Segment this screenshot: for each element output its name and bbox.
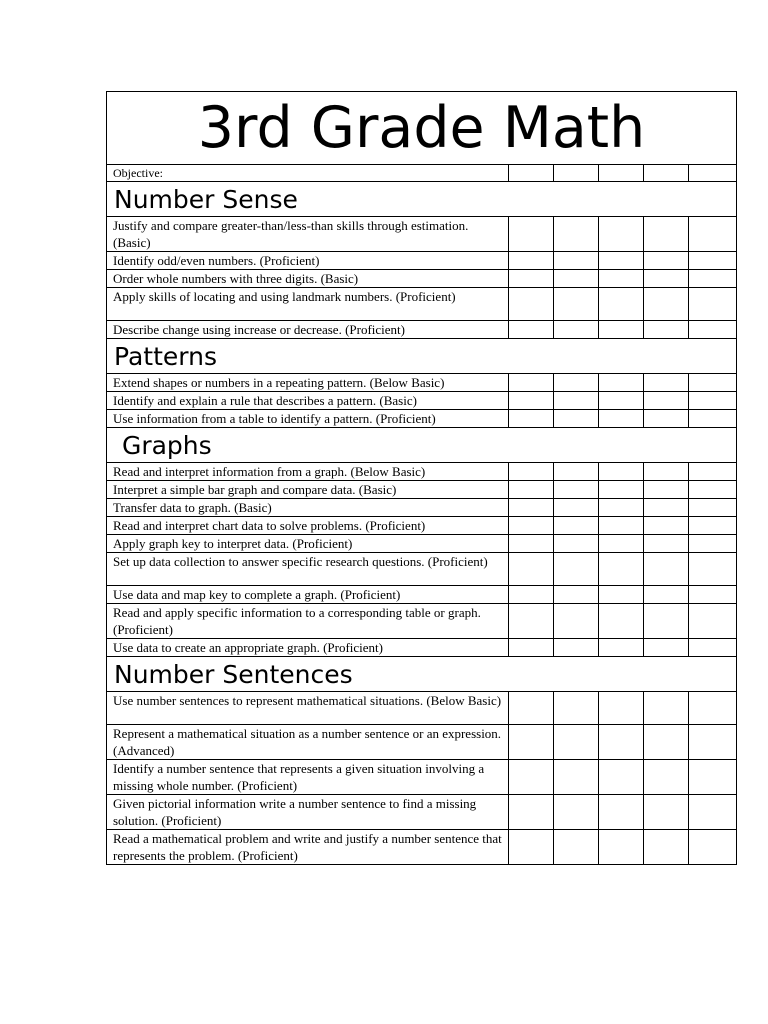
- check-cell[interactable]: [599, 795, 644, 830]
- check-cell[interactable]: [689, 252, 737, 270]
- check-cell[interactable]: [644, 499, 689, 517]
- check-cell[interactable]: [599, 165, 644, 182]
- objective-text: Read and interpret chart data to solve problems. (Proficient): [107, 517, 509, 535]
- objective-text: Interpret a simple bar graph and compare data. (Basic): [107, 481, 509, 499]
- objective-row: [107, 270, 737, 288]
- check-cell[interactable]: [509, 410, 554, 428]
- objective-row: [107, 392, 737, 410]
- check-cell[interactable]: [644, 288, 689, 321]
- objective-row: [107, 374, 737, 392]
- check-cell[interactable]: [599, 217, 644, 252]
- section-row: [107, 428, 737, 463]
- check-cell[interactable]: [554, 321, 599, 339]
- check-cell[interactable]: [554, 692, 599, 725]
- objective-row: [107, 499, 737, 517]
- check-cell[interactable]: [554, 553, 599, 586]
- check-cell[interactable]: [689, 604, 737, 639]
- objective-row: [107, 410, 737, 428]
- check-cell[interactable]: [554, 270, 599, 288]
- objective-header-row: [107, 165, 737, 182]
- check-cell[interactable]: [599, 392, 644, 410]
- check-cell[interactable]: [599, 270, 644, 288]
- check-cell[interactable]: [689, 725, 737, 760]
- objective-label: Objective:: [107, 165, 509, 182]
- check-cell[interactable]: [644, 410, 689, 428]
- objective-text: Set up data collection to answer specific research questions. (Proficient): [107, 553, 509, 586]
- check-cell[interactable]: [689, 374, 737, 392]
- check-cell[interactable]: [689, 830, 737, 865]
- math-checklist-sheet: [106, 91, 736, 865]
- check-cell[interactable]: [509, 725, 554, 760]
- check-cell[interactable]: [689, 270, 737, 288]
- check-cell[interactable]: [689, 760, 737, 795]
- check-cell[interactable]: [599, 553, 644, 586]
- check-cell[interactable]: [644, 517, 689, 535]
- check-cell[interactable]: [689, 321, 737, 339]
- objective-text: Identify and explain a rule that describes a pattern. (Basic): [107, 392, 509, 410]
- check-cell[interactable]: [644, 604, 689, 639]
- check-cell[interactable]: [509, 795, 554, 830]
- objective-row: [107, 795, 737, 830]
- check-cell[interactable]: [644, 639, 689, 657]
- objective-text: Justify and compare greater-than/less-than skills through estimation. (Basic): [107, 217, 509, 252]
- objective-row: [107, 830, 737, 865]
- title-row: [107, 92, 737, 165]
- objective-text: Use number sentences to represent mathematical situations. (Below Basic): [107, 692, 509, 725]
- check-cell[interactable]: [554, 517, 599, 535]
- objective-text: Apply graph key to interpret data. (Proficient): [107, 535, 509, 553]
- check-cell[interactable]: [509, 374, 554, 392]
- objective-row: [107, 252, 737, 270]
- check-cell[interactable]: [689, 639, 737, 657]
- check-cell[interactable]: [599, 760, 644, 795]
- check-cell[interactable]: [689, 392, 737, 410]
- check-cell[interactable]: [599, 535, 644, 553]
- objective-row: [107, 725, 737, 760]
- check-cell[interactable]: [644, 481, 689, 499]
- check-cell[interactable]: [554, 535, 599, 553]
- check-cell[interactable]: [599, 321, 644, 339]
- check-cell[interactable]: [644, 321, 689, 339]
- check-cell[interactable]: [599, 499, 644, 517]
- check-cell[interactable]: [599, 288, 644, 321]
- section-heading: Graphs: [107, 428, 737, 463]
- objective-row: [107, 760, 737, 795]
- objective-text: Use data and map key to complete a graph. (Proficient): [107, 586, 509, 604]
- section-row: [107, 182, 737, 217]
- objective-text: Use information from a table to identify a pattern. (Proficient): [107, 410, 509, 428]
- check-cell[interactable]: [509, 499, 554, 517]
- check-cell[interactable]: [599, 830, 644, 865]
- check-cell[interactable]: [554, 165, 599, 182]
- check-cell[interactable]: [554, 604, 599, 639]
- check-cell[interactable]: [644, 463, 689, 481]
- objective-row: [107, 692, 737, 725]
- check-cell[interactable]: [509, 692, 554, 725]
- check-cell[interactable]: [689, 535, 737, 553]
- check-cell[interactable]: [509, 481, 554, 499]
- check-cell[interactable]: [689, 410, 737, 428]
- check-cell[interactable]: [689, 586, 737, 604]
- check-cell[interactable]: [689, 795, 737, 830]
- check-cell[interactable]: [509, 217, 554, 252]
- check-cell[interactable]: [599, 692, 644, 725]
- check-cell[interactable]: [599, 639, 644, 657]
- check-cell[interactable]: [509, 392, 554, 410]
- check-cell[interactable]: [599, 463, 644, 481]
- check-cell[interactable]: [509, 553, 554, 586]
- objective-row: [107, 481, 737, 499]
- section-row: [107, 657, 737, 692]
- check-cell[interactable]: [644, 374, 689, 392]
- check-cell[interactable]: [644, 392, 689, 410]
- check-cell[interactable]: [554, 499, 599, 517]
- section-row: [107, 339, 737, 374]
- check-cell[interactable]: [554, 830, 599, 865]
- objective-text: Identify a number sentence that represents a given situation involving a missing whole number. (Proficient): [107, 760, 509, 795]
- objective-text: Extend shapes or numbers in a repeating pattern. (Below Basic): [107, 374, 509, 392]
- check-cell[interactable]: [554, 374, 599, 392]
- objective-row: [107, 535, 737, 553]
- check-cell[interactable]: [689, 165, 737, 182]
- check-cell[interactable]: [689, 288, 737, 321]
- check-cell[interactable]: [509, 321, 554, 339]
- objective-row: [107, 321, 737, 339]
- check-cell[interactable]: [644, 692, 689, 725]
- check-cell[interactable]: [599, 410, 644, 428]
- check-cell[interactable]: [509, 830, 554, 865]
- check-cell[interactable]: [599, 604, 644, 639]
- section-heading: Number Sense: [107, 182, 737, 217]
- check-cell[interactable]: [554, 795, 599, 830]
- check-cell[interactable]: [509, 288, 554, 321]
- objective-row: [107, 639, 737, 657]
- check-cell[interactable]: [644, 830, 689, 865]
- check-cell[interactable]: [644, 553, 689, 586]
- check-cell[interactable]: [509, 270, 554, 288]
- check-cell[interactable]: [509, 165, 554, 182]
- objective-text: Identify odd/even numbers. (Proficient): [107, 252, 509, 270]
- objective-text: Read a mathematical problem and write and justify a number sentence that represents the problem. (Proficient): [107, 830, 509, 865]
- check-cell[interactable]: [644, 217, 689, 252]
- section-heading: Number Sentences: [107, 657, 737, 692]
- check-cell[interactable]: [554, 392, 599, 410]
- objective-text: Apply skills of locating and using landmark numbers. (Proficient): [107, 288, 509, 321]
- check-cell[interactable]: [644, 270, 689, 288]
- check-cell[interactable]: [554, 760, 599, 795]
- check-cell[interactable]: [689, 481, 737, 499]
- check-cell[interactable]: [509, 517, 554, 535]
- check-cell[interactable]: [509, 760, 554, 795]
- objective-row: [107, 586, 737, 604]
- section-heading: Patterns: [107, 339, 737, 374]
- check-cell[interactable]: [554, 463, 599, 481]
- check-cell[interactable]: [599, 374, 644, 392]
- check-cell[interactable]: [689, 517, 737, 535]
- objective-text: Transfer data to graph. (Basic): [107, 499, 509, 517]
- check-cell[interactable]: [509, 252, 554, 270]
- check-cell[interactable]: [509, 586, 554, 604]
- check-cell[interactable]: [509, 639, 554, 657]
- check-cell[interactable]: [599, 481, 644, 499]
- check-cell[interactable]: [554, 586, 599, 604]
- page-title: 3rd Grade Math: [107, 92, 737, 165]
- check-cell[interactable]: [644, 795, 689, 830]
- objectives-table: [106, 91, 737, 865]
- check-cell[interactable]: [554, 639, 599, 657]
- check-cell[interactable]: [644, 165, 689, 182]
- objective-text: Given pictorial information write a number sentence to find a missing solution. (Proficient): [107, 795, 509, 830]
- check-cell[interactable]: [689, 692, 737, 725]
- check-cell[interactable]: [644, 725, 689, 760]
- check-cell[interactable]: [644, 252, 689, 270]
- check-cell[interactable]: [554, 481, 599, 499]
- objective-text: Represent a mathematical situation as a number sentence or an expression. (Advanced): [107, 725, 509, 760]
- check-cell[interactable]: [554, 725, 599, 760]
- check-cell[interactable]: [644, 760, 689, 795]
- check-cell[interactable]: [644, 586, 689, 604]
- objective-row: [107, 463, 737, 481]
- check-cell[interactable]: [599, 586, 644, 604]
- check-cell[interactable]: [689, 463, 737, 481]
- objective-row: [107, 288, 737, 321]
- check-cell[interactable]: [509, 535, 554, 553]
- check-cell[interactable]: [509, 463, 554, 481]
- objective-row: [107, 217, 737, 252]
- objective-text: Read and interpret information from a graph. (Below Basic): [107, 463, 509, 481]
- objective-text: Read and apply specific information to a corresponding table or graph. (Proficient): [107, 604, 509, 639]
- check-cell[interactable]: [554, 252, 599, 270]
- check-cell[interactable]: [554, 217, 599, 252]
- objective-text: Order whole numbers with three digits. (Basic): [107, 270, 509, 288]
- check-cell[interactable]: [689, 217, 737, 252]
- check-cell[interactable]: [644, 535, 689, 553]
- check-cell[interactable]: [599, 252, 644, 270]
- objective-row: [107, 553, 737, 586]
- objective-text: Use data to create an appropriate graph. (Proficient): [107, 639, 509, 657]
- check-cell[interactable]: [599, 517, 644, 535]
- check-cell[interactable]: [509, 604, 554, 639]
- check-cell[interactable]: [689, 499, 737, 517]
- check-cell[interactable]: [554, 410, 599, 428]
- check-cell[interactable]: [689, 553, 737, 586]
- objective-row: [107, 604, 737, 639]
- check-cell[interactable]: [554, 288, 599, 321]
- check-cell[interactable]: [599, 725, 644, 760]
- objective-row: [107, 517, 737, 535]
- objective-text: Describe change using increase or decrease. (Proficient): [107, 321, 509, 339]
